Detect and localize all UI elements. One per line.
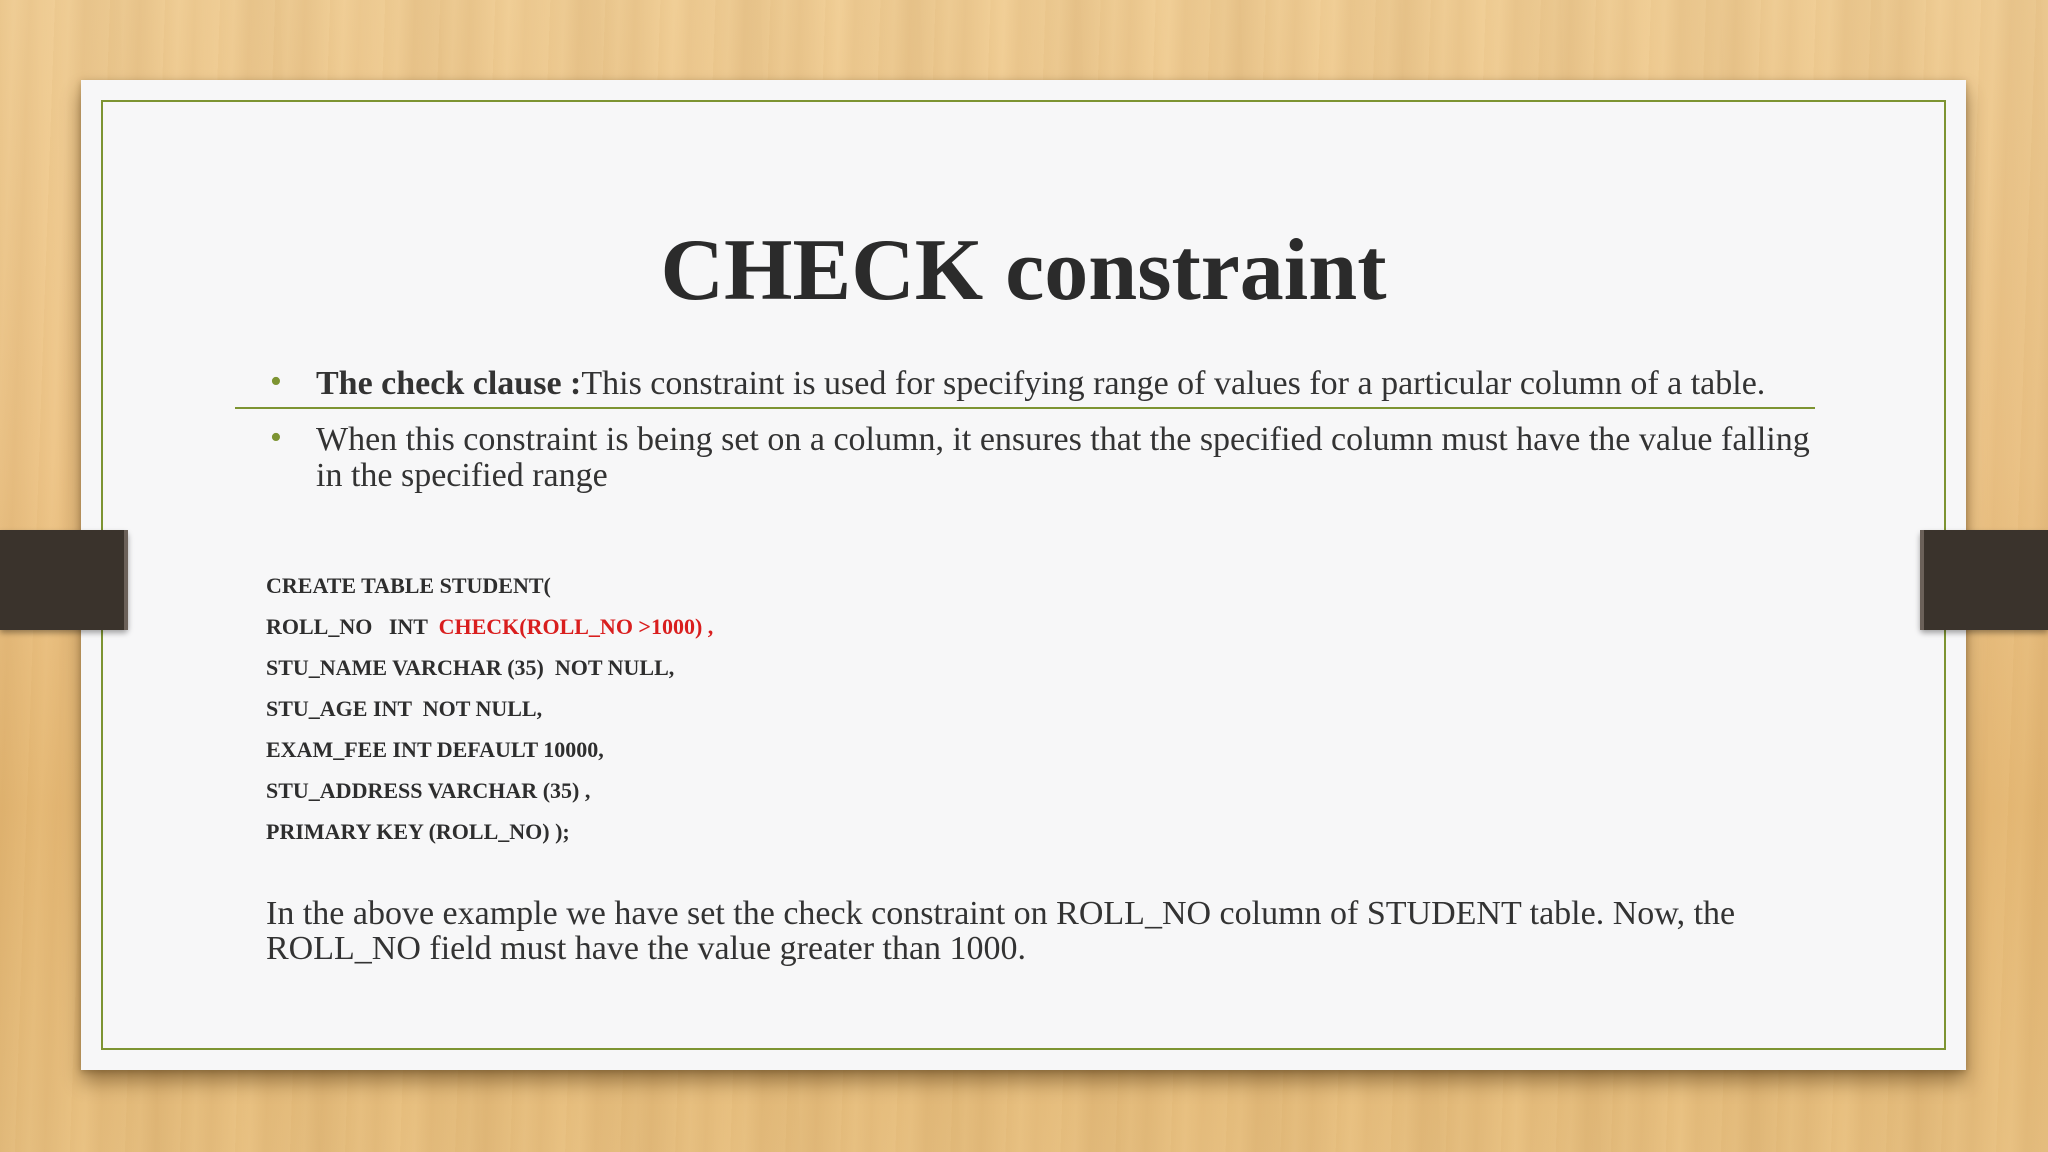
left-binder-clip: [0, 530, 128, 630]
bullet-text: This constraint is used for specifying range of values for a particular column of a table.: [581, 365, 1766, 402]
code-highlight: CHECK(ROLL_NO >1000) ,: [438, 614, 714, 639]
bullet-list: [270, 363, 1830, 514]
code-line: [266, 606, 713, 647]
code-line: STU_NAME VARCHAR (35) NOT NULL,: [266, 655, 675, 680]
code-line: STU_ADDRESS VARCHAR (35) ,: [266, 778, 591, 803]
code-line: EXAM_FEE INT DEFAULT 10000,: [266, 737, 604, 762]
code-text: ROLL_NO INT: [266, 614, 439, 639]
bullet-dot-icon: •: [270, 419, 282, 456]
code-line: PRIMARY KEY (ROLL_NO) );: [266, 819, 570, 844]
sql-code-block: [266, 565, 713, 852]
code-line: CREATE TABLE STUDENT(: [266, 573, 551, 598]
bullet-item: [270, 363, 1830, 402]
bullet-item: [270, 419, 1830, 494]
slide-title: CHECK constraint: [660, 222, 1387, 319]
right-binder-clip: [1920, 530, 2048, 630]
code-line: STU_AGE INT NOT NULL,: [266, 696, 543, 721]
bullet-dot-icon: •: [270, 363, 282, 400]
bullet-bold-label: The check clause :: [316, 365, 582, 402]
explanation-paragraph: In the above example we have set the check constraint on ROLL_NO column of STUDENT table. Now, the ROLL_NO field must have the value greater than 1000.: [266, 895, 1736, 967]
bullet-text: When this constraint is being set on a column, it ensures that the specified column must have the value falling in the specified range: [316, 421, 1810, 494]
